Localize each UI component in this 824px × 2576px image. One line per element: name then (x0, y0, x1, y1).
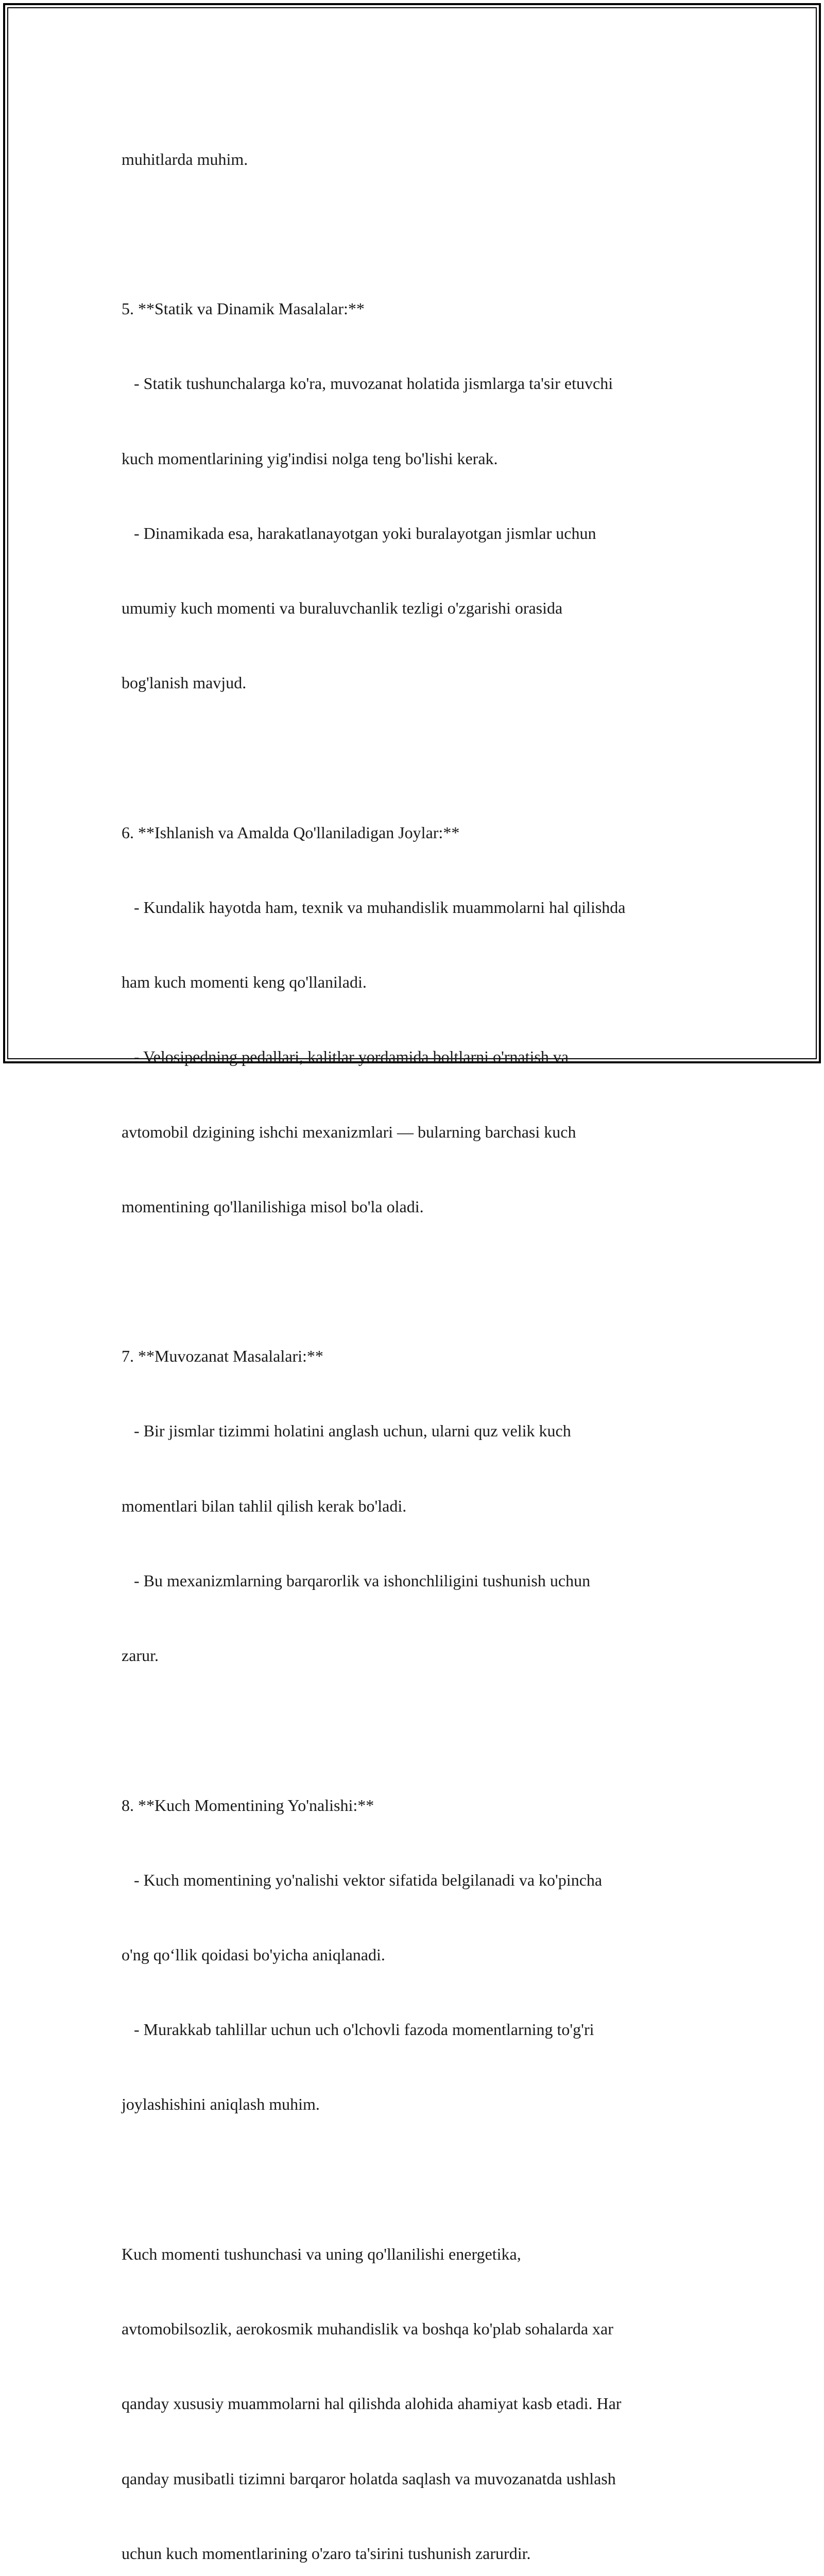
text-line: - Bir jismlar tizimmi holatini anglash uchun, ularni quz velik kuch (122, 1421, 571, 1440)
text-line: - Dinamikada esa, harakatlanayotgan yoki buralayotgan jismlar uchun (122, 523, 596, 543)
conclusion-line: uchun kuch momentlarining o'zaro ta'sirini tushunish zarurdir. (122, 2544, 531, 2563)
document-body (122, 97, 709, 2576)
section-heading-8: 8. **Kuch Momentining Yo'nalishi:** (122, 1795, 374, 1815)
text-line: o'ng qo‘llik qoidasi bo'yicha aniqlanadi. (122, 1945, 385, 1964)
blank-line (122, 1269, 709, 1294)
text-line: - Kuch momentining yo'nalishi vektor sifatida belgilanadi va ko'pincha (122, 1870, 603, 1889)
section-heading-6: 6. **Ishlanish va Amalda Qo'llaniladigan Joylar:** (122, 823, 460, 842)
blank-line (122, 1718, 709, 1742)
text-line: - Velosipedning pedallari, kalitlar yordamida boltlarni o'rnatish va (122, 1047, 569, 1066)
text-line: bog'lanish mavjud. (122, 673, 247, 692)
text-line: umumiy kuch momenti va buraluvchanlik tezligi o'zgarishi orasida (122, 599, 563, 618)
text-line: avtomobil dzigining ishchi mexanizmlari — bularning barchasi kuch (122, 1122, 576, 1141)
text-line: kuch momentlarining yig'indisi nolga teng bo'lishi kerak. (122, 449, 498, 468)
conclusion-line: qanday xususiy muammolarni hal qilishda alohida ahamiyat kasb etadi. Har (122, 2394, 622, 2413)
section-heading-5: 5. **Statik va Dinamik Masalalar:** (122, 299, 365, 318)
text-line: momentlari bilan tahlil qilish kerak bo'ladi. (122, 1496, 407, 1515)
text-line: momentining qo'llanilishiga misol bo'la oladi. (122, 1197, 424, 1216)
text-line: muhitlarda muhim. (122, 149, 248, 168)
section-heading-7: 7. **Muvozanat Masalalari:** (122, 1347, 323, 1366)
text-line: - Kundalik hayotda ham, texnik va muhandislik muammolarni hal qilishda (122, 897, 626, 917)
text-line: ham kuch momenti keng qo'llaniladi. (122, 973, 367, 992)
text-line: - Murakkab tahlillar uchun uch o'lchovli fazoda momentlarning to'g'ri (122, 2020, 594, 2039)
blank-line (122, 2167, 709, 2192)
text-line: zarur. (122, 1646, 159, 1665)
conclusion-line: avtomobilsozlik, aerokosmik muhandislik va boshqa ko'plab sohalarda xar (122, 2319, 613, 2338)
text-line: - Statik tushunchalarga ko'ra, muvozanat holatida jismlarga ta'sir etuvchi (122, 374, 613, 393)
text-line: joylashishini aniqlash muhim. (122, 2095, 320, 2114)
blank-line (122, 222, 709, 246)
conclusion-line: qanday musibatli tizimni barqaror holatda saqlash va muvozanatda ushlash (122, 2469, 616, 2488)
conclusion-line: Kuch momenti tushunchasi va uning qo'llanilishi energetika, (122, 2244, 521, 2263)
blank-line (122, 745, 709, 770)
text-line: - Bu mexanizmlarning barqarorlik va ishonchliligini tushunish uchun (122, 1571, 591, 1590)
